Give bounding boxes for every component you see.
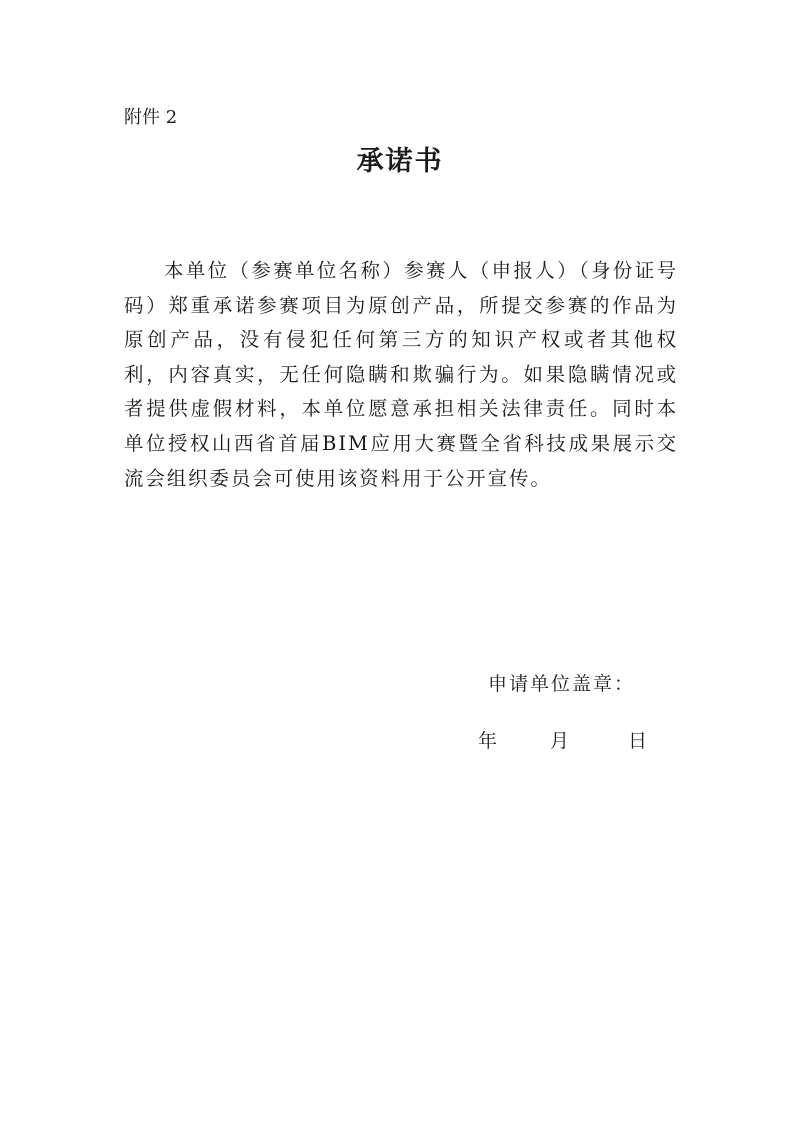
attachment-label: 附件 2 bbox=[124, 107, 178, 128]
date-day-label: 日 bbox=[628, 730, 648, 752]
document-title: 承诺书 bbox=[356, 146, 444, 177]
commitment-body: 本单位（参赛单位名称）参赛人（申报人）（身份证号码）郑重承诺参赛项目为原创产品，所提交参赛的作品为原创产品，没有侵犯任何第三方的知识产权或者其他权利，内容真实，无任何隐瞒和欺骗行为。如果隐瞒情况或者提供虚假材料，本单位愿意承担相关法律责任。同时本单位授权山西省首届BIM应用大赛暨全省科技成果展示交流会组织委员会可使用该资料用于公开宣传。 bbox=[124, 259, 678, 490]
seal-label: 申请单位盖章： bbox=[488, 673, 636, 695]
date-year-label: 年 bbox=[478, 730, 498, 752]
date-month-label: 月 bbox=[550, 730, 570, 752]
